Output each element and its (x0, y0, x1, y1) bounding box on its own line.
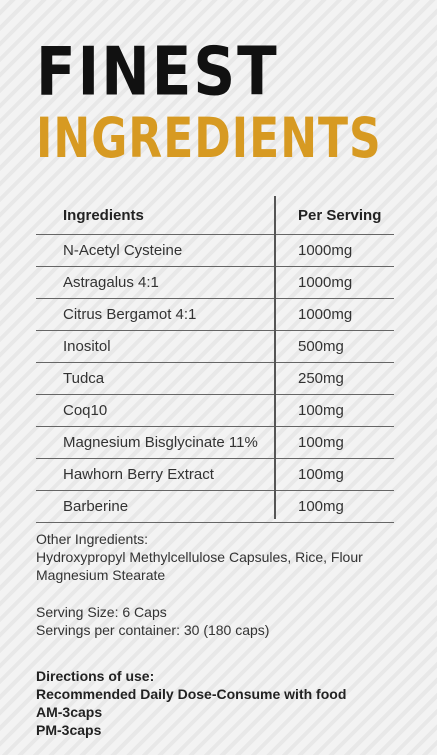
ingredient-name: N-Acetyl Cysteine (63, 242, 183, 259)
table-row (36, 330, 394, 362)
title-finest: FINEST (36, 32, 279, 111)
ingredient-amount: 100mg (298, 402, 344, 419)
ingredients-table (36, 196, 394, 523)
ingredient-amount: 250mg (298, 370, 344, 387)
ingredient-amount: 1000mg (298, 306, 353, 323)
table-row (36, 394, 394, 426)
table-row (36, 458, 394, 490)
ingredient-name: Coq10 (63, 402, 108, 419)
other-ingredients (36, 530, 363, 584)
directions-pm: PM-3caps (36, 722, 102, 738)
ingredient-name: Citrus Bergamot 4:1 (63, 306, 197, 323)
serving-info (36, 603, 269, 639)
ingredient-name: Magnesium Bisglycinate 11% (63, 434, 258, 451)
ingredient-amount: 1000mg (298, 274, 353, 291)
other-ingredients-line2: Magnesium Stearate (36, 567, 166, 583)
table-row (36, 490, 394, 523)
ingredient-amount: 100mg (298, 466, 344, 483)
other-ingredients-line1: Hydroxypropyl Methylcellulose Capsules, Rice, Flour (36, 549, 363, 565)
table-body (36, 234, 394, 523)
ingredient-amount: 100mg (298, 498, 344, 515)
column-divider (274, 196, 276, 519)
ingredient-name: Hawhorn Berry Extract (63, 466, 214, 483)
table-header (36, 196, 394, 234)
table-row (36, 426, 394, 458)
table-row (36, 266, 394, 298)
header-per-serving: Per Serving (298, 206, 382, 224)
directions (36, 667, 346, 739)
table-row (36, 298, 394, 330)
ingredient-amount: 500mg (298, 338, 344, 355)
directions-am: AM-3caps (36, 704, 103, 720)
header-ingredients: Ingredients (63, 206, 144, 224)
other-ingredients-label: Other Ingredients: (36, 531, 149, 547)
ingredient-name: Astragalus 4:1 (63, 274, 159, 291)
ingredient-name: Tudca (63, 370, 105, 387)
ingredient-name: Inositol (63, 338, 111, 355)
ingredient-amount: 100mg (298, 434, 344, 451)
ingredient-amount: 1000mg (298, 242, 353, 259)
servings-per-container: Servings per container: 30 (180 caps) (36, 622, 270, 638)
table-row (36, 362, 394, 394)
serving-size: Serving Size: 6 Caps (36, 604, 167, 620)
ingredient-name: Barberine (63, 498, 129, 515)
directions-dose: Recommended Daily Dose-Consume with food (36, 686, 347, 702)
directions-label: Directions of use: (36, 668, 155, 684)
table-row (36, 234, 394, 266)
title-ingredients: INGREDIENTS (36, 107, 382, 171)
